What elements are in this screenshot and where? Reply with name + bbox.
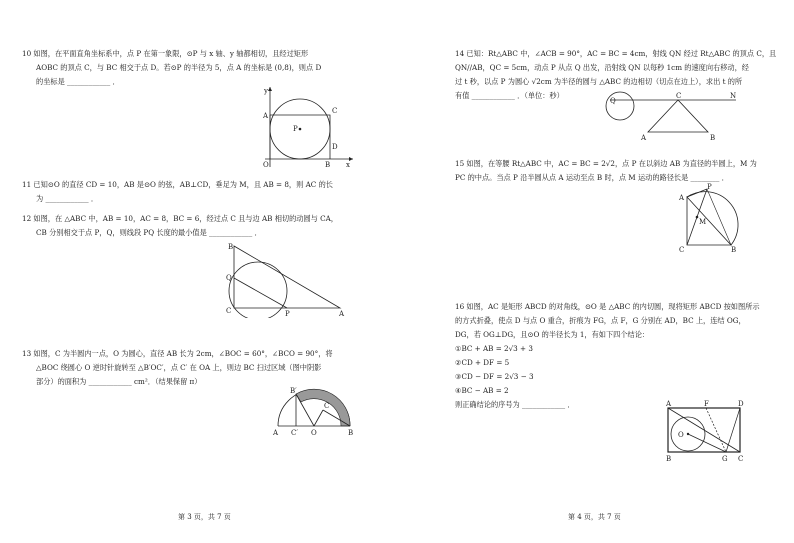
q10-label-x: x — [346, 161, 350, 169]
q14-line4: 有值 ____________ ．（单位：秒） — [455, 91, 564, 100]
q10-figure — [255, 85, 355, 170]
q10-label-c: C — [332, 107, 338, 115]
q13-line2: △BOC 绕圆心 O 逆时针旋转至 △B′OC′，点 C′ 在 OA 上，则边 BC 扫过区域（图中阴影 — [36, 363, 322, 372]
q12-label-q: Q — [226, 274, 232, 282]
q10-label-d: D — [332, 143, 338, 151]
q12-line2: CB 分别相交于点 P，Q，则线段 PQ 长度的最小值是 ____________ ． — [36, 228, 262, 237]
q12-figure — [222, 240, 352, 318]
left-page-footer: 第 3 页，共 7 页 — [178, 513, 231, 521]
q13-label-cprime: C′ — [291, 429, 298, 437]
q16-label-d: D — [738, 400, 744, 408]
q13-figure — [268, 384, 358, 440]
q10-label-o: O — [263, 161, 269, 169]
q15-label-p: P — [707, 183, 712, 191]
q16-figure — [658, 398, 748, 464]
q13-line3: 部分）的面积为 ____________ cm²．（结果保留 π） — [36, 377, 202, 386]
q14-label-a: A — [641, 134, 647, 142]
q13-line1: 13 如图，C 为半圆内一点，O 为圆心，直径 AB 长为 2cm，∠BOC = 60°，∠BCO = 90°，将 — [22, 349, 333, 358]
q15-label-a: A — [679, 194, 685, 202]
q16-conclusion-2: ②CD + DF = 5 — [455, 358, 510, 367]
q13-label-o: O — [311, 429, 317, 437]
q12-label-b: B — [228, 243, 234, 251]
q16-label-g: G — [722, 455, 728, 463]
right-page-footer: 第 4 页，共 7 页 — [568, 513, 621, 521]
q12-line1: 12 如图，在 △ABC 中，AB = 10，AC = 8，BC = 6，经过点 C 且与边 AB 相切的动圆与 CA， — [22, 214, 338, 223]
q14-label-c: C — [676, 92, 682, 100]
q16-conclusion-4: ④BC − AB = 2 — [455, 386, 509, 395]
q14-label-b: B — [710, 134, 716, 142]
q10-line3: 的坐标是 ____________ ． — [36, 77, 120, 86]
q10-line1: 10 如图，在平面直角坐标系中，点 P 在第一象限，⊙P 与 x 轴、y 轴都相切，且经过矩形 — [22, 49, 309, 58]
q10-label-b: B — [325, 161, 331, 169]
q16-label-b: B — [666, 455, 672, 463]
q15-label-c: C — [679, 246, 685, 254]
q16-conclusion-3: ③CD − DF = 2√3 − 3 — [455, 372, 534, 381]
q16-line2: 的方式折叠，使点 D 与点 O 重合，折痕为 FG，点 F，G 分别在 AD，BC 上，连结 OG， — [455, 316, 746, 325]
q16-label-c: C — [738, 455, 744, 463]
q13-label-bprime: B′ — [290, 387, 297, 395]
q14-line3: 过 t 秒，以点 P 为圆心 √2cm 为半径的圆与 △ABC 的边相切（切点在边上），求出 t 的所 — [455, 77, 743, 86]
q15-label-b: B — [731, 246, 737, 254]
q11-line2: 为 ____________ ． — [36, 194, 99, 203]
q14-figure — [598, 88, 748, 144]
q16-line1: 16 如图，AC 是矩形 ABCD 的对角线，⊙O 是 △ABC 的内切圆，现将矩形 ABCD 按如图所示 — [455, 302, 760, 311]
q10-line2: AOBC 的顶点 C，与 BC 相交于点 D。若⊙P 的半径为 5，点 A 的坐标是 (0,8)，则点 D — [36, 63, 322, 72]
q10-label-y: y — [264, 87, 268, 95]
q16-label-o: O — [678, 431, 684, 439]
q10-label-a: A — [263, 112, 269, 120]
q13-label-c: C — [324, 402, 330, 410]
q16-label-a: A — [666, 400, 672, 408]
q14-line1: 14 已知：Rt△ABC 中，∠ACB = 90°，AC = BC = 4cm，射线 QN 经过 Rt△ABC 的顶点 C，且 — [455, 49, 777, 58]
q16-label-f: F — [704, 400, 709, 408]
q13-label-b: B — [348, 429, 354, 437]
q15-figure — [675, 183, 747, 255]
q12-label-a: A — [339, 310, 345, 318]
q10-label-p: P — [293, 125, 298, 133]
q16-line4: 则正确结论的序号为 ____________ ． — [455, 400, 575, 409]
q14-label-q: Q — [610, 97, 616, 105]
q16-conclusion-1: ①BC + AB = 2√3 + 3 — [455, 344, 533, 353]
q11-line1: 11 已知⊙O 的直径 CD = 10，AB 是⊙O 的弦，AB⊥CD，垂足为 M，且 AB = 8，则 AC 的长 — [22, 180, 333, 189]
q15-line2: PC 的中点。当点 P 沿半圆从点 A 运动至点 B 时，点 M 运动的路径长是 ________ ． — [455, 173, 729, 182]
q15-line1: 15 如图，在等腰 Rt△ABC 中，AC = BC = 2√2，点 P 在以斜边 AB 为直径的半圆上，M 为 — [455, 159, 757, 168]
q12-label-p: P — [285, 310, 290, 318]
q13-label-a: A — [273, 429, 279, 437]
q14-label-n: N — [730, 92, 737, 100]
q16-line3: DG，若 OG⊥DG，且⊙O 的半径长为 1，有如下四个结论： — [455, 330, 650, 339]
q15-label-m: M — [699, 218, 707, 226]
q12-label-c: C — [226, 307, 232, 315]
q14-line2: QN//AB，QC = 5cm，动点 P 从点 Q 出发，沿射线 QN 以每秒 1cm 的速度向右移动，经 — [455, 63, 749, 72]
